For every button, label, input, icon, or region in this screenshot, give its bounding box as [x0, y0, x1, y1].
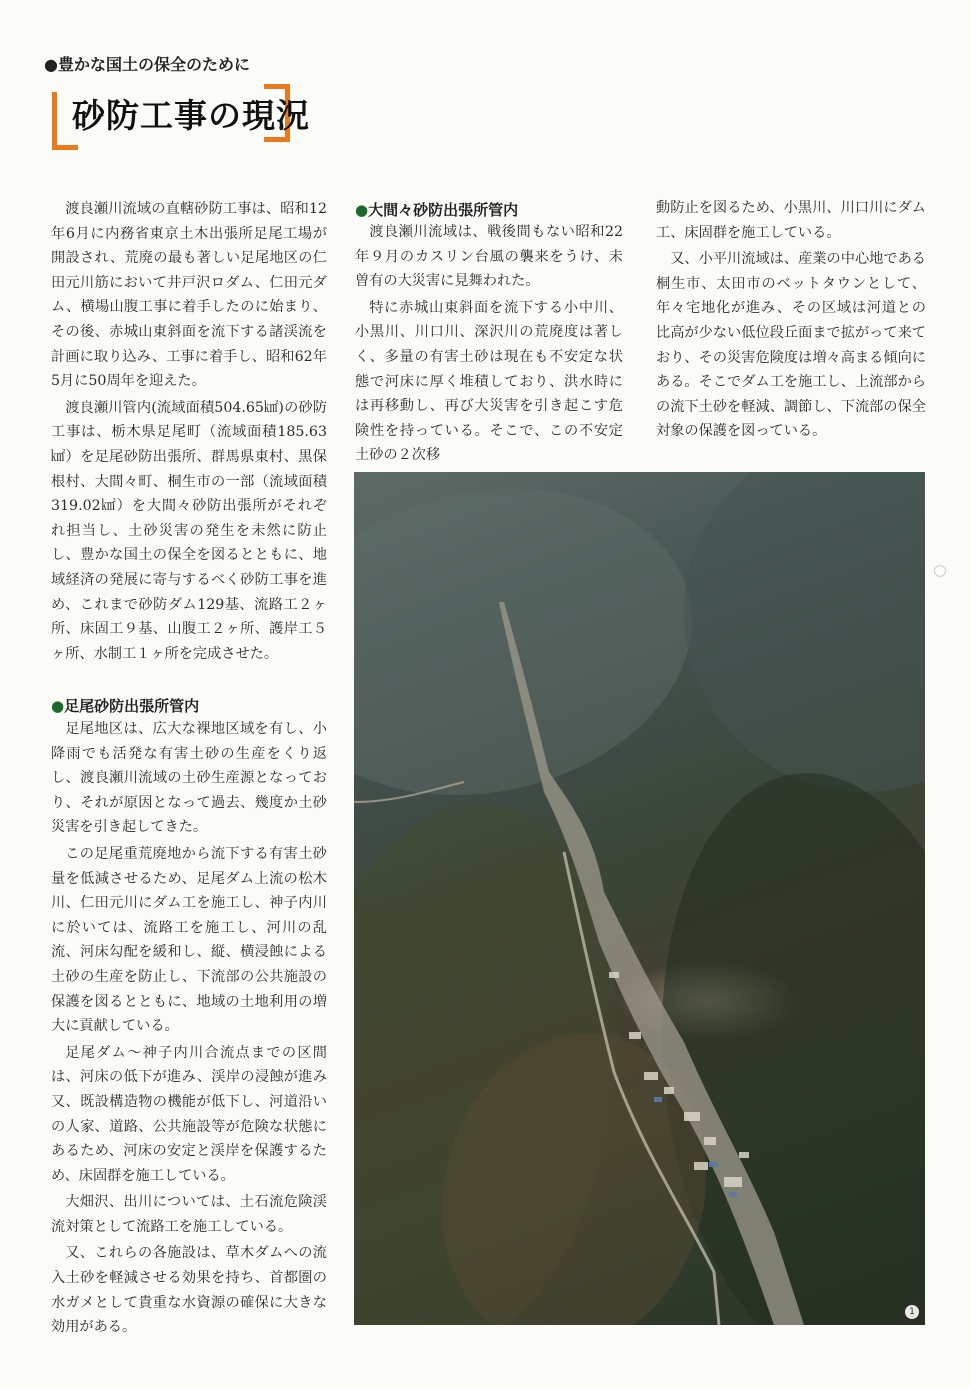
ashio-paragraph: 大畑沢、出川については、土石流危険渓流対策として流路工を施工している。 — [51, 1194, 327, 1235]
aerial-valley-photo — [354, 472, 925, 1325]
continued-paragraph: 動防止を図るため、小黒川、川口川にダム工、床固群を施工している。 — [656, 200, 926, 241]
section-supertitle: ●豊かな国土の保全のために — [44, 55, 250, 74]
title-bracket-left — [52, 92, 57, 150]
omama-paragraph: 渡良瀬川流域は、戦後間もない昭和22年９月のカスリン台風の襲来をうけ、未曽有の大災害に見舞われた。 — [355, 224, 623, 290]
binding-hole-mark — [934, 565, 946, 577]
title-frame — [52, 84, 310, 146]
ashio-heading-label: 足尾砂防出張所管内 — [64, 697, 200, 715]
title-bracket-left-foot — [52, 145, 78, 150]
photo-number-badge: 1 — [905, 1305, 919, 1319]
ashio-paragraph: 又、これらの各施設は、草木ダムへの流入土砂を軽減させる効果を持ち、首都圏の水ガメとして貴重な水資源の確保に大きな効用がある。 — [51, 1245, 327, 1336]
intro-paragraph: 渡良瀬川管内(流域面積504.65㎢)の砂防工事は、栃木県足尾町（流域面積185.63㎢）を足尾砂防出張所、群馬県東村、黒保根村、大間々町、桐生市の一部（流域面積319.02㎢）を大間々砂防出張所がそれぞれ担当し、土砂災害の発生を未然に防止し、豊かな国土の保全を図るとともに、地域経済の発展に寄与するべく砂防工事を進め、これまで砂防ダム129基、流路工２ヶ所、床固工９基、山腹工２ヶ所、護岸工５ヶ所、水制工１ヶ所を完成させた。 — [51, 399, 327, 662]
ashio-paragraph: 足尾地区は、広大な裸地区域を有し、小降雨でも活発な有害土砂の生産をくり返し、渡良瀬川流域の土砂生産源となっており、それが原因となって過去、幾度か土砂災害を引き起してきた。 — [51, 721, 327, 836]
intro-column — [51, 197, 327, 668]
omama-heading-label: 大間々砂防出張所管内 — [368, 201, 519, 219]
river-bed — [499, 602, 804, 1325]
page-title: 砂防工事の現況 — [72, 96, 310, 135]
intro-paragraph: 渡良瀬川流域の直轄砂防工事は、昭和12年6月に内務省東京土木出張所足尾工場が開設され、荒廃の最も著しい足尾地区の仁田元川筋において井戸沢ロダム、仁田元ダム、横場山腹工事に着手したのに始まり、その後、赤城山東斜面を流下する諸渓流を計画に取り込み、工事に着手し、昭和62年5月に50周年を迎えた。 — [51, 201, 327, 390]
continuation-column — [656, 196, 926, 446]
river-valley-illustration — [354, 472, 925, 1325]
kodaira-paragraph: 又、小平川流域は、産業の中心地である桐生市、太田市のベットタウンとして、年々宅地化が進み、その区域は河道との比高が少ない低位段丘面まで拡がって来ており、その災害危険度は増々高まる傾向にある。そこでダム工を施工し、上流部からの流下土砂を軽減、調節し、下流部の保全対象の保護を図っている。 — [656, 251, 926, 440]
side-road — [354, 782, 464, 802]
omama-paragraph: 特に赤城山東斜面を流下する小中川、小黒川、川口川、深沢川の荒廃度は著しく、多量の有害土砂は現在も不安定な状態で河床に厚く堆積しており、洪水時には再移動し、再び大災害を引き起こす危険性を持っている。そこで、この不安定土砂の２次移 — [355, 299, 623, 464]
omama-heading — [355, 199, 518, 221]
omama-column — [355, 220, 623, 470]
title-bracket-right-foot — [264, 137, 290, 142]
ashio-heading — [51, 695, 199, 717]
ashio-paragraph: この足尾重荒廃地から流下する有害土砂量を低減させるため、足尾ダム上流の松木川、仁田元川にダム工を施工し、神子内川に於いては、流路工を施工し、河川の乱流、河床勾配を緩和し、縦、横浸蝕による土砂の生産を防止し、下流部の公共施設の保護を図るとともに、地域の土地利用の増大に貢献している。 — [51, 845, 327, 1035]
ashio-paragraph: 足尾ダム～神子内川合流点までの区間は、河床の低下が進み、渓岸の浸蝕が進み又、既設構造物の機能が低下し、河道沿いの人家、道路、公共施設等が危険な状態にあるため、河床の安定と渓岸を保護するため、床固群を施工している。 — [51, 1044, 327, 1184]
ashio-column — [51, 717, 327, 1342]
bullet-icon: ● — [51, 697, 65, 715]
title-bracket-right-top — [264, 84, 290, 89]
bullet-icon: ● — [355, 201, 369, 219]
